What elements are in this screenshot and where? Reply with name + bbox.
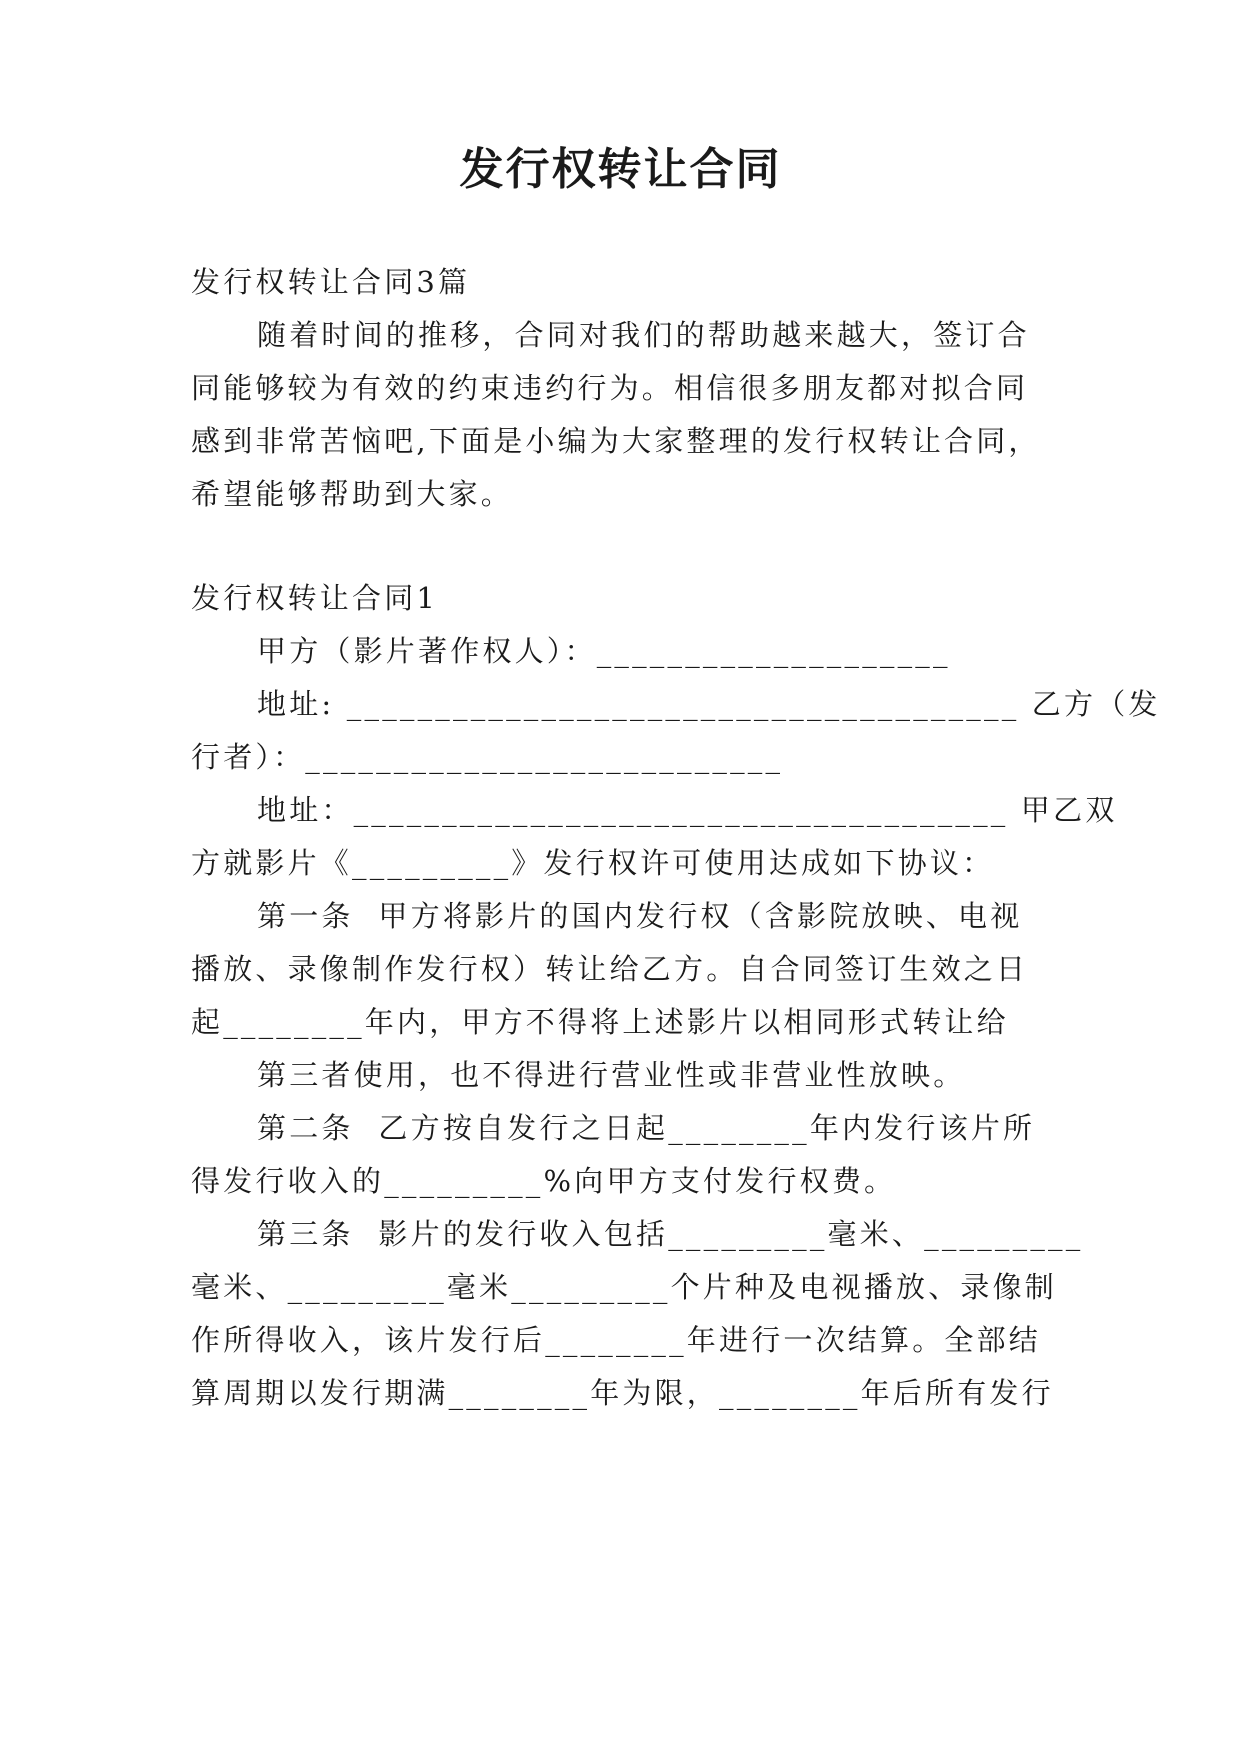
subtitle-line: 发行权转让合同3篇 (191, 265, 471, 299)
intro-line-4: 希望能够帮助到大家。 (191, 477, 514, 511)
party-a-line: 甲方（影片著作权人）：____________________ (257, 634, 951, 668)
article-1-line-3: 起________年内，甲方不得将上述影片以相同形式转让给 (191, 1005, 1009, 1039)
document-title: 发行权转让合同 (459, 144, 782, 195)
intro-line-1: 随着时间的推移，合同对我们的帮助越来越大，签订合 (257, 318, 1030, 352)
intro-line-3: 感到非常苦恼吧,下面是小编为大家整理的发行权转让合同， (191, 424, 1041, 458)
agreement-line: 方就影片《_________》发行权许可使用达成如下协议： (191, 846, 995, 880)
article-2-line-2: 得发行收入的_________%向甲方支付发行权费。 (191, 1164, 897, 1198)
article-1-line-1: 第一条 甲方将影片的国内发行权（含影院放映、电视 (257, 899, 1023, 933)
intro-line-2: 同能够较为有效的约束违约行为。相信很多朋友都对拟合同 (191, 371, 1029, 405)
party-b-line: 行者）：___________________________ (191, 740, 784, 774)
article-3-line-1: 第三条 影片的发行收入包括_________毫米、_________ (257, 1217, 1084, 1251)
address-a-line: 地址: ______________________________________ 乙方（发 (257, 687, 1161, 721)
address-b-line: 地址：_____________________________________ 甲乙双 (257, 793, 1118, 827)
article-1-line-4: 第三者使用，也不得进行营业性或非营业性放映。 (257, 1058, 966, 1092)
article-3-line-2: 毫米、_________毫米_________个片种及电视播放、录像制 (191, 1270, 1058, 1304)
section-heading-1: 发行权转让合同1 (191, 581, 439, 615)
article-2-line-1: 第二条 乙方按自发行之日起________年内发行该片所 (257, 1111, 1036, 1145)
article-1-line-2: 播放、录像制作发行权）转让给乙方。自合同签订生效之日 (191, 952, 1029, 986)
article-3-line-4: 算周期以发行期满________年为限，________年后所有发行 (191, 1376, 1054, 1410)
article-3-line-3: 作所得收入，该片发行后________年进行一次结算。全部结 (191, 1323, 1042, 1357)
